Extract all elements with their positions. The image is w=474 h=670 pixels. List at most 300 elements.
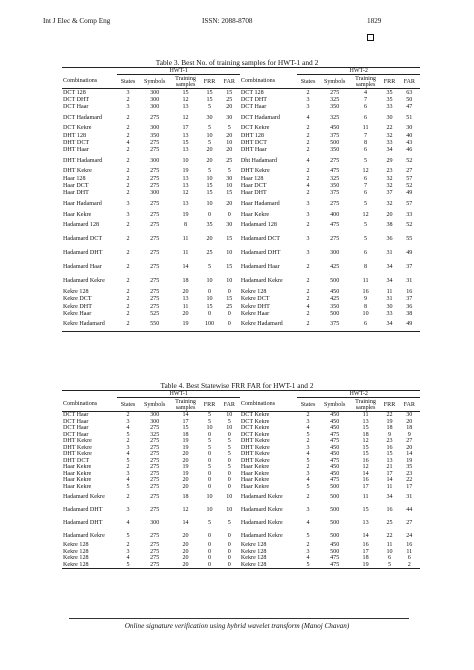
table-cell: 14 [182, 519, 189, 526]
table-cell: 30 [386, 114, 393, 121]
table-row [62, 175, 420, 182]
table-cell: 40 [406, 132, 413, 139]
journal-name: Int J Elec & Comp Eng [43, 17, 111, 25]
table-cell: Haar DCT [63, 183, 89, 190]
column-header: Symbols [319, 398, 351, 412]
table-cell: 46 [406, 147, 413, 154]
table-cell: 2 [306, 542, 310, 549]
table-cell: 2 [306, 464, 310, 471]
table-cell: 550 [139, 318, 171, 332]
table-cell: 13 [362, 519, 369, 526]
column-header: FRR [380, 75, 398, 89]
table-cell: 30 [226, 222, 233, 229]
table-cell: Kekre Haar [63, 310, 92, 317]
table-cell: 325 [150, 431, 160, 438]
table-cell: 19 [182, 464, 189, 471]
table-cell: 300 [150, 125, 160, 132]
table-cell: 500 [330, 548, 340, 555]
column-header: Symbols [139, 398, 171, 412]
table-cell: 4 [126, 519, 130, 526]
table-cell: 2 [126, 222, 130, 229]
table-cell: DCT Kekre [240, 425, 270, 432]
table-cell: Haar Hadamard [63, 200, 102, 207]
table-cell: 15 [362, 444, 369, 451]
table-cell: Hadamard 128 [240, 222, 277, 229]
table-cell: 375 [330, 190, 340, 197]
table-cell: 4 [306, 477, 310, 484]
table-cell: 38 [386, 222, 393, 229]
table-cell: 33 [406, 211, 413, 218]
table-cell: 49 [399, 318, 420, 332]
table-cell: 15 [182, 139, 189, 146]
column-header: Training samples [351, 398, 381, 412]
table-cell: Haar Hadamard [240, 200, 280, 207]
table-cell: 275 [150, 483, 160, 490]
table-cell: 300 [150, 89, 160, 96]
table-cell: 20 [182, 532, 189, 539]
table-cell: 16 [406, 288, 413, 295]
table-cell: DHT Haar [240, 147, 267, 154]
table-cell: Kekre 128 [63, 548, 89, 555]
table-cell: 0 [227, 532, 231, 539]
table-cell: 275 [150, 114, 160, 121]
table-cell: 275 [139, 562, 171, 569]
table-cell: 275 [150, 296, 160, 303]
table-cell: 5 [126, 483, 130, 490]
table-cell: 10 [206, 425, 213, 432]
table-cell: Hadamard Kekre [63, 493, 105, 500]
table-cell: Hadamard DHT [240, 250, 281, 257]
table-row [62, 246, 420, 260]
table-cell: 20 [182, 451, 189, 458]
table-cell: 5 [208, 103, 212, 110]
table-cell: 4 [126, 139, 130, 146]
table-cell: 2 [126, 168, 130, 175]
table-cell: 17 [362, 483, 369, 490]
table-cell: 34 [386, 147, 393, 154]
table-cell: 2 [126, 542, 130, 549]
table-cell: 7 [364, 183, 368, 190]
table-cell: 275 [150, 168, 160, 175]
table-cell: 35 [206, 222, 213, 229]
table-cell: 475 [330, 457, 340, 464]
table-cell: 10 [226, 278, 233, 285]
table-cell: Hadamard Kekre [240, 278, 283, 285]
table-cell: 2 [306, 438, 310, 445]
table-cell: 13 [386, 457, 393, 464]
table-cell: 275 [150, 477, 160, 484]
table-cell: 4 [126, 477, 130, 484]
table-cell: 15 [362, 506, 369, 513]
table-cell: 43 [406, 139, 413, 146]
table-cell: Haar Kekre [240, 483, 270, 490]
table-cell: Hadamard DHT [63, 250, 103, 257]
table-cell: 15 [206, 303, 213, 310]
table-cell: 475 [319, 562, 351, 569]
table-cell: Dht Hadamard [240, 157, 277, 164]
table-cell: DHT Hadamard [63, 157, 103, 164]
table-cell: 4 [306, 183, 310, 190]
table-row [62, 503, 420, 516]
column-header: FAR [219, 398, 240, 412]
table-cell: 0 [227, 548, 231, 555]
table-cell: 6 [364, 190, 368, 197]
table-cell: 2 [306, 278, 310, 285]
table-cell: 5 [306, 457, 310, 464]
page-header [0, 0, 474, 36]
table-cell: 2 [306, 493, 310, 500]
table-cell: DHT Kekre [240, 457, 270, 464]
table-cell: 25 [206, 250, 213, 257]
table-cell: 14 [406, 451, 413, 458]
table-cell: 3 [306, 250, 310, 257]
table-cell: 35 [386, 89, 393, 96]
table-cell: 0 [208, 211, 212, 218]
table-cell: 500 [330, 493, 340, 500]
table-cell: Haar Kekre [63, 483, 92, 490]
table-cell: 0 [227, 470, 231, 477]
table-cell: 19 [182, 168, 189, 175]
column-header: Combinations [62, 398, 117, 412]
table-cell: DCT DHT [63, 96, 90, 103]
table-cell: 2 [306, 132, 310, 139]
table-cell: 0 [208, 310, 212, 317]
table-cell: Hadamard DHT [63, 519, 103, 526]
table-cell: 375 [330, 132, 340, 139]
table-row [62, 139, 420, 146]
table-cell: 300 [150, 412, 160, 419]
table-row [62, 154, 420, 168]
table-cell: 5 [380, 562, 398, 569]
table-row [62, 111, 420, 125]
table-cell: 5 [126, 532, 130, 539]
table-row [62, 296, 420, 303]
table-cell: 14 [182, 264, 189, 271]
table-row [62, 310, 420, 317]
table-cell: 20 [406, 418, 413, 425]
column-header: FRR [200, 398, 218, 412]
table-cell: Haar DHT [63, 190, 89, 197]
column-header: FAR [399, 75, 420, 89]
table-cell: 2 [399, 562, 420, 569]
table-cell: 14 [362, 470, 369, 477]
table-cell: 2 [126, 236, 130, 243]
table-cell: 16 [362, 542, 369, 549]
table-cell: DHT Kekre [63, 168, 92, 175]
table-cell: 425 [330, 264, 340, 271]
table-cell: 25 [226, 157, 233, 164]
table-cell: 20 [171, 562, 201, 569]
table-cell: 3 [306, 444, 310, 451]
table-cell: Hadamard 128 [63, 222, 100, 229]
table-cell: 37 [406, 264, 413, 271]
table-cell: 10 [386, 548, 393, 555]
table-cell: 6 [407, 555, 411, 562]
table-cell: 5 [208, 168, 212, 175]
table-cell: Haar Kekre [63, 477, 92, 484]
table-cell: 2 [126, 190, 130, 197]
table-row [62, 529, 420, 542]
table3-group-hwt1: HWT-1 [117, 68, 240, 75]
table-cell: 14 [182, 412, 189, 419]
table-cell: 475 [330, 168, 340, 175]
table-cell: Kekre 128 [240, 562, 298, 569]
table-row [62, 125, 420, 132]
table-cell: 22 [386, 125, 393, 132]
table-cell: 275 [150, 457, 160, 464]
table-cell: DCT Haar [63, 431, 89, 438]
table-cell: Haar 128 [63, 175, 86, 182]
table-cell: 2 [126, 278, 130, 285]
table-cell: 10 [226, 250, 233, 257]
table-cell: 17 [362, 548, 369, 555]
table-cell: 5 [227, 438, 231, 445]
table-cell: 57 [406, 200, 413, 207]
table-cell: 0 [227, 555, 231, 562]
table-cell: 16 [362, 457, 369, 464]
page-number: 1829 [367, 17, 382, 25]
table-cell: 275 [330, 236, 340, 243]
table-cell: 15 [226, 190, 233, 197]
table-cell: DHT Kekre [63, 438, 92, 445]
table-cell: 4 [306, 114, 310, 121]
table-cell: 13 [182, 175, 189, 182]
table-cell: 7 [364, 132, 368, 139]
table-cell: 9 [407, 431, 411, 438]
table-cell: 49 [406, 190, 413, 197]
table-cell: DHT Kekre [240, 451, 270, 458]
table-cell: DHT 128 [240, 132, 264, 139]
table-cell: 6 [364, 114, 368, 121]
table-cell: 300 [150, 418, 160, 425]
table-cell: 13 [182, 200, 189, 207]
table-cell: 29 [386, 157, 393, 164]
table-cell: 6 [388, 555, 392, 562]
table-cell: 2 [126, 464, 130, 471]
table-row [62, 132, 420, 139]
table-row [62, 183, 420, 190]
table-cell: 2 [126, 157, 130, 164]
table-cell: DHT Kekre [63, 451, 92, 458]
table-cell: 425 [330, 296, 340, 303]
table-cell: 6 [364, 175, 368, 182]
table-cell: 18 [362, 555, 369, 562]
table-cell: Kekre 128 [240, 555, 267, 562]
table-cell: 8 [184, 222, 188, 229]
table-cell: Haar DHT [240, 190, 267, 197]
table-cell: 20 [182, 457, 189, 464]
table-cell: 34 [380, 318, 398, 332]
table-cell: 32 [386, 183, 393, 190]
table-cell: Hadamard Kekre [240, 519, 283, 526]
table-cell: 18 [386, 425, 393, 432]
table-cell: 27 [406, 438, 413, 445]
table-cell: 300 [150, 190, 160, 197]
table-cell: 11 [362, 412, 369, 419]
table-cell: DCT Haar [63, 425, 89, 432]
table-cell: 32 [386, 132, 393, 139]
table-cell: Haar DCT [240, 183, 267, 190]
table-cell: 275 [150, 236, 160, 243]
table-cell: 37 [386, 190, 393, 197]
table-cell: DCT Kekre [63, 125, 92, 132]
table-cell: Kekre DCT [240, 296, 270, 303]
table-cell: 6 [351, 318, 381, 332]
table-cell: 2 [126, 493, 130, 500]
table-cell: 3 [306, 470, 310, 477]
table-cell: 5 [208, 418, 212, 425]
table-cell: 0 [208, 457, 212, 464]
table-cell: 12 [182, 114, 189, 121]
table-cell: 4 [306, 519, 310, 526]
table-cell: 5 [208, 464, 212, 471]
table-cell: DHT Haar [63, 147, 89, 154]
table-row [62, 190, 420, 197]
issn: ISSN: 2088-8708 [202, 17, 253, 25]
table-cell: 15 [362, 425, 369, 432]
table-cell: DCT Kekre [240, 412, 270, 419]
table-cell: 3 [126, 103, 130, 110]
table-cell: 25 [226, 303, 233, 310]
table-cell: 275 [150, 451, 160, 458]
table-cell: 275 [150, 175, 160, 182]
table-cell: 16 [362, 288, 369, 295]
table-cell: 22 [386, 412, 393, 419]
table-cell: 8 [364, 139, 368, 146]
table-cell: 12 [182, 96, 189, 103]
table-cell: 10 [206, 132, 213, 139]
table-cell: 0 [208, 288, 212, 295]
table-cell: 2 [306, 296, 310, 303]
table-cell: Kekre Hadamard [240, 318, 298, 332]
table-cell: DHT DCT [240, 139, 268, 146]
table-cell: 52 [406, 222, 413, 229]
footer-rule [69, 618, 409, 619]
table-cell: 27 [406, 168, 413, 175]
table-cell: 0 [227, 211, 231, 218]
table-cell: 37 [406, 296, 413, 303]
table-cell: DHT 128 [63, 132, 87, 139]
table-cell: 450 [330, 425, 340, 432]
table-cell: 15 [182, 425, 189, 432]
table-cell: 5 [227, 125, 231, 132]
table-cell: 30 [226, 175, 233, 182]
table-cell: 3 [306, 236, 310, 243]
table-cell: 15 [206, 89, 213, 96]
table-cell: Hadamard Haar [240, 264, 280, 271]
table-row [62, 232, 420, 246]
table-cell: 5 [227, 168, 231, 175]
table-cell: 275 [150, 303, 160, 310]
table-cell: 450 [330, 451, 340, 458]
table-cell: 5 [297, 562, 318, 569]
table-cell: 5 [306, 483, 310, 490]
table-cell: 0 [208, 542, 212, 549]
table-cell: 475 [330, 438, 340, 445]
table-cell: 4 [364, 89, 368, 96]
table-cell: 2 [126, 296, 130, 303]
table-cell: 25 [226, 96, 233, 103]
table-cell: 475 [330, 477, 340, 484]
table-cell: 275 [150, 250, 160, 257]
table-row [62, 147, 420, 154]
table-cell: 13 [182, 103, 189, 110]
table-cell: 0 [208, 431, 212, 438]
table-cell: 20 [182, 477, 189, 484]
table-cell: 57 [406, 175, 413, 182]
table-cell: 5 [126, 431, 130, 438]
table-cell: Haar 128 [240, 175, 264, 182]
table-cell: Kekre 128 [240, 542, 267, 549]
table4-group-hwt1: HWT-1 [117, 391, 240, 398]
table-cell: Haar Kekre [240, 211, 270, 218]
table-cell: 50 [406, 96, 413, 103]
table-cell: Hadamard DCT [63, 236, 103, 243]
table-cell: 275 [150, 211, 160, 218]
table-cell: Hadamard DHT [63, 506, 103, 513]
footer-text: Online signature verification using hybrid wavelet transform (Manoj Chavan) [124, 622, 350, 630]
table-cell: 23 [386, 438, 393, 445]
table-cell: 325 [330, 175, 340, 182]
table-cell: 18 [406, 425, 413, 432]
table-cell: 5 [208, 444, 212, 451]
table3 [62, 67, 420, 332]
table-cell: Hadamard Haar [63, 264, 102, 271]
table-cell: 275 [150, 506, 160, 513]
table-cell: 2 [297, 318, 318, 332]
table-cell: 15 [226, 236, 233, 243]
table-cell: 22 [406, 477, 413, 484]
table-cell: Haar Kekre [63, 464, 92, 471]
table-row [62, 96, 420, 103]
table-cell: 3 [126, 444, 130, 451]
table-cell: 5 [117, 562, 138, 569]
table-cell: 500 [330, 532, 340, 539]
table-cell: 275 [150, 264, 160, 271]
table-cell: DCT Haar [240, 103, 267, 110]
table-cell: 30 [406, 412, 413, 419]
table-cell: 275 [150, 288, 160, 295]
table-cell: 0 [227, 483, 231, 490]
table-cell: 6 [364, 250, 368, 257]
table-cell: 11 [362, 125, 369, 132]
table-cell: 5 [364, 157, 368, 164]
table-cell: Hadamard Kekre [240, 506, 283, 513]
table-cell: 17 [182, 418, 189, 425]
table-cell: Hadamard Kekre [63, 278, 105, 285]
table-cell: 450 [330, 125, 340, 132]
table-cell: 12 [182, 506, 189, 513]
square-icon [367, 34, 374, 41]
table-cell: 5 [364, 200, 368, 207]
table-cell: Kekre Haar [240, 310, 270, 317]
table-cell: 15 [386, 451, 393, 458]
table-cell: DHT Kekre [63, 444, 92, 451]
table-cell: 15 [226, 296, 233, 303]
table-cell: 10 [206, 296, 213, 303]
table-cell: 12 [362, 438, 369, 445]
table-cell: 325 [330, 114, 340, 121]
table-cell: 0 [219, 318, 240, 332]
table-cell: 36 [406, 303, 413, 310]
table-cell: 11 [362, 493, 369, 500]
table-cell: 0 [208, 451, 212, 458]
table-cell: 32 [386, 200, 393, 207]
table-cell: 11 [386, 288, 393, 295]
table-cell: 5 [364, 222, 368, 229]
table-cell: 18 [182, 493, 189, 500]
table-cell: 20 [182, 483, 189, 490]
